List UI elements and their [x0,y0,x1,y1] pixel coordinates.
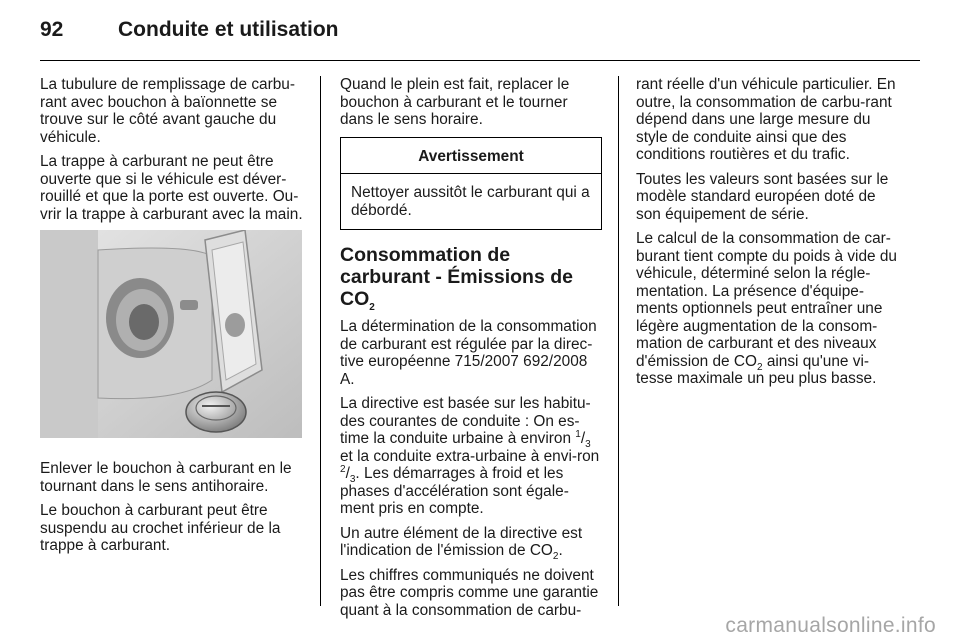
paragraph-hang-cap: Le bouchon à carburant peut être suspendu au crochet inférieur de la trappe à carburant. [40,502,281,554]
section-heading-consumption: Consommation de carburant - Émissions de $CO_2$ [340,244,573,313]
paragraph-directive: La détermination de la consommation de carburant est régulée par la direc-tive européenne 715/2007 692/2008 A. [340,318,597,388]
column-3 [636,76,902,395]
paragraph-remove-cap: Enlever le bouchon à carburant en le tournant dans le sens antihoraire. [40,460,292,495]
watermark-text: carmanualsonline.info [725,614,936,637]
warning-text: Nettoyer aussitôt le carburant qui a débordé. [351,184,590,219]
paragraph-weight-calculation: Le calcul de la consommation de car-burant tient compte du poids à vide du véhicule, déterminé selon la régle-mentation. La présence d'équipe-ments optionnels peut entraîner une légère augmentation de la consom-mation de carburant et des niveaux d'émission de $CO_2$ ainsi qu'une vi-tesse maximale un peu plus basse. [636,230,897,387]
paragraph-replace-cap: Quand le plein est fait, replacer le bouchon à carburant et le tourner dans le sens horaire. [340,76,570,128]
fuel-filler-cap-illustration [40,230,302,438]
column-divider-2 [618,76,619,606]
paragraph-no-guarantee: Les chiffres communiqués ne doivent pas être compris comme une garantie quant à la consommation de carbu- [340,566,599,619]
warning-title: Avertissement [341,138,601,175]
page-header [40,18,339,48]
fuel-filler-cap-icon [40,230,302,438]
paragraph-standard-model: Toutes les valeurs sont basées sur le modèle standard européen doté de son équipement de série. [636,170,889,223]
paragraph-actual-consumption: rant réelle d'un véhicule particulier. En outre, la consommation de carbu-rant dépend dans une large mesure du style de conduite ainsi que des conditions routières et du trafic. [636,76,896,163]
paragraph-co2-indication: Un autre élément de la directive est l'indication de l'émission de $CO_2$. [340,524,583,563]
header-rule [40,60,920,61]
column-divider-1 [320,76,321,606]
paragraph-filler-location: La tubulure de remplissage de carbu-rant avec bouchon à baïonnette se trouve sur le côté avant gauche du véhicule. [40,76,295,146]
paragraph-fuel-door: La trappe à carburant ne peut être ouverte que si le véhicule est déver-rouillé et que la porte est ouverte. Ou-vrir la trappe à carburant avec la main. [40,153,303,223]
column-2 [340,76,602,626]
page-number: 92 [40,18,64,41]
section-title: Conduite et utilisation [118,18,339,41]
paragraph-driving-habits: La directive est basée sur les habitu-des courantes de conduite : On es-time la conduite urbaine à environ $^1/_3$ et la conduite extra-urbaine à envi-ron $^2/_3$. Les démarrages à froid et les phases d'accélération sont égale-ment pris en compte. [340,395,600,517]
column-1 [40,76,304,562]
warning-box [340,137,602,231]
